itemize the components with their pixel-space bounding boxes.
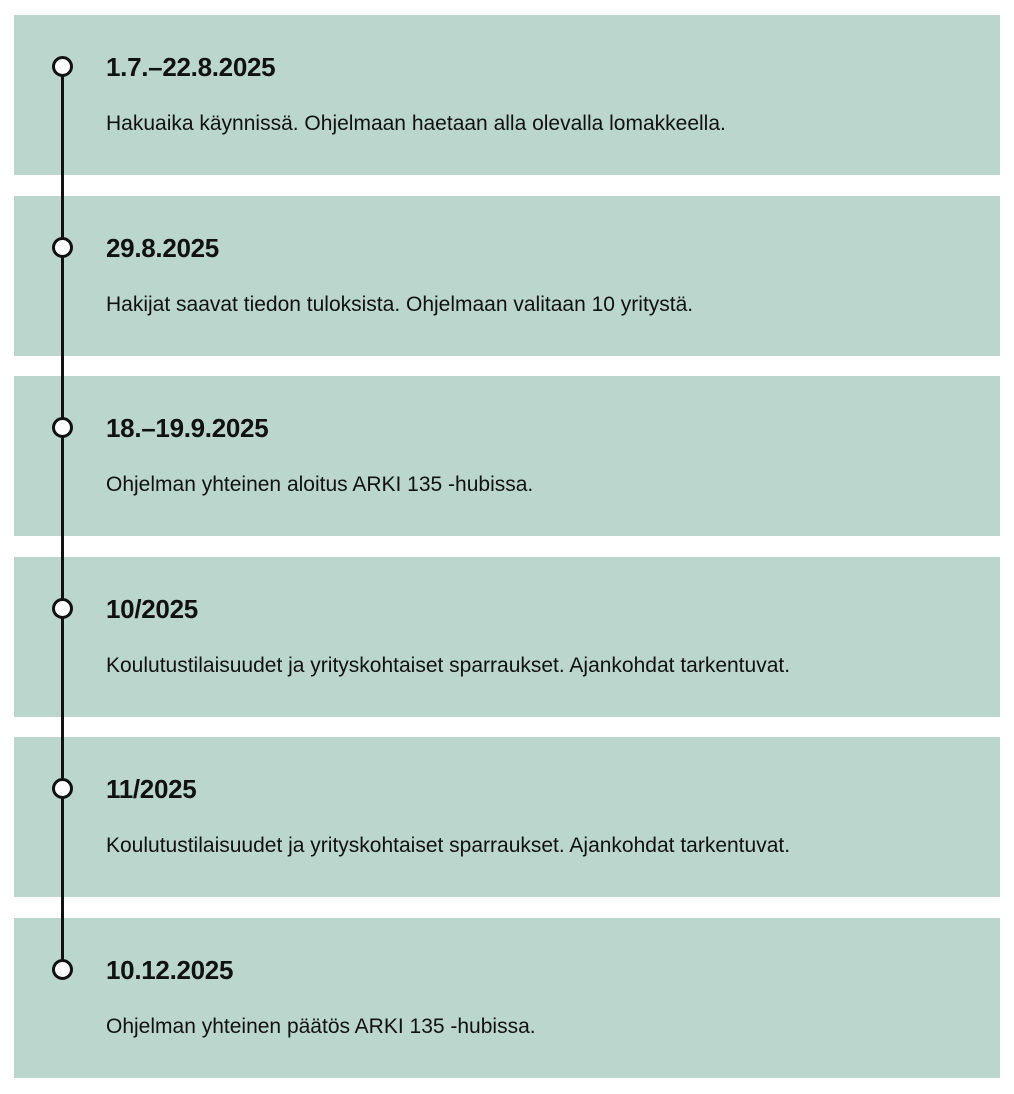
timeline-entry	[14, 376, 1000, 536]
timeline-entry-date: 10.12.2025	[106, 954, 234, 985]
timeline-entry	[14, 196, 1000, 356]
timeline-entry-date: 10/2025	[106, 593, 198, 624]
timeline-entry-date: 11/2025	[106, 774, 197, 804]
timeline-entry-description: Hakuaika käynnissä. Ohjelmaan haetaan alla olevalla lomakkeella.	[106, 112, 726, 135]
timeline-entry-description: Ohjelman yhteinen päätös ARKI 135 -hubissa.	[106, 1014, 536, 1038]
timeline-entry-description: Ohjelman yhteinen aloitus ARKI 135 -hubissa.	[106, 473, 534, 496]
timeline-dot-icon	[52, 56, 73, 77]
timeline-dot-icon	[52, 417, 73, 438]
timeline-dot-icon	[52, 778, 73, 799]
timeline-dot-icon	[52, 598, 73, 619]
timeline-entry-date: 29.8.2025	[106, 232, 219, 263]
timeline-entry	[14, 557, 1000, 717]
timeline-entry-date: 18.–19.9.2025	[106, 413, 269, 443]
timeline-entry-description: Hakijat saavat tiedon tuloksista. Ohjelmaan valitaan 10 yritystä.	[106, 292, 694, 316]
timeline-entry-date: 1.7.–22.8.2025	[106, 52, 276, 82]
timeline-entry	[14, 918, 1000, 1078]
timeline-dot-icon	[52, 237, 73, 258]
timeline-entry-description: Koulutustilaisuudet ja yrityskohtaiset sparraukset. Ajankohdat tarkentuvat.	[106, 653, 791, 677]
timeline-entry	[14, 15, 1000, 175]
timeline-entry-description: Koulutustilaisuudet ja yrityskohtaiset sparraukset. Ajankohdat tarkentuvat.	[106, 834, 791, 857]
timeline-dot-icon	[52, 959, 73, 980]
timeline	[14, 15, 1000, 1078]
timeline-line	[61, 66, 64, 969]
timeline-entry	[14, 737, 1000, 897]
